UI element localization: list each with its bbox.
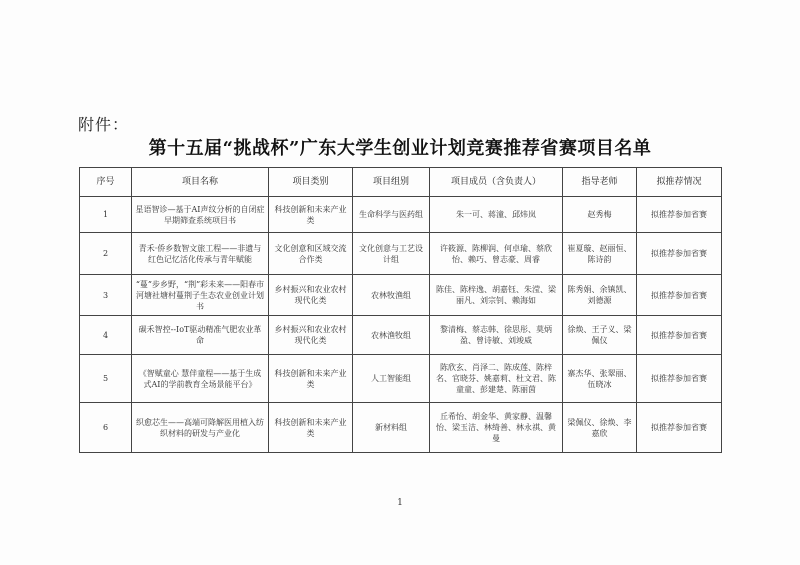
cell-group: 农林渔牧组 — [353, 316, 430, 355]
table-row — [80, 403, 722, 453]
cell-advisors: 徐焕、王子义、梁佩仪 — [563, 316, 637, 355]
column-header-members: 项目成员（含负责人） — [430, 168, 563, 197]
cell-members: 陈佳、陈梓逸、胡嘉钰、朱滢、梁丽凡、刘宗钊、赖海如 — [430, 275, 563, 316]
cell-members: 朱一可、蒋潼、邱炜岚 — [430, 197, 563, 233]
column-header-project-name: 项目名称 — [132, 168, 269, 197]
attachment-label: 附件： — [78, 115, 130, 134]
cell-number: 4 — [80, 316, 132, 355]
project-list-table — [79, 167, 722, 453]
column-header-group: 项目组别 — [353, 168, 430, 197]
cell-recommendation: 拟推荐参加省赛 — [637, 355, 722, 403]
cell-project-name: “蔓”步乡野，“荆”彩未来——阳春市河塘社塘村蔓荆子生态农业创业计划书 — [132, 275, 269, 316]
document-title: 第十五届“挑战杯”广东大学生创业计划竞赛推荐省赛项目名单 — [148, 138, 652, 159]
cell-members: 丘希怡、胡金华、黄家静、温馨怡、梁玉洁、林绮善、林永祺、黄曼 — [430, 403, 563, 453]
cell-group: 农林牧渔组 — [353, 275, 430, 316]
column-header-advisors: 指导老师 — [563, 168, 637, 197]
cell-advisors: 赵秀梅 — [563, 197, 637, 233]
cell-members: 许筱源、陈柳润、何卓瑜、蔡欣怡、赖巧、曾志豪、周睿 — [430, 233, 563, 275]
cell-members: 陈欣玄、肖泽二、陈成莲、陈梓名、官晓芬、姚嘉莉、杜文君、陈童童、彭建楚、陈丽茵 — [430, 355, 563, 403]
cell-category: 科技创新和未来产业类 — [269, 403, 353, 453]
cell-members: 黎清梅、蔡志韩、徐思彤、莫炳盈、曾诗敏、刘竣威 — [430, 316, 563, 355]
page-number: 1 — [397, 498, 403, 508]
table-header-row — [80, 168, 722, 197]
table-row — [80, 316, 722, 355]
cell-group: 新材料组 — [353, 403, 430, 453]
column-header-number: 序号 — [80, 168, 132, 197]
cell-project-name: 星语智诊—基于AI声纹分析的自闭症早期筛查系统项目书 — [132, 197, 269, 233]
cell-advisors: 寨杰华、张翠丽、伍晓冰 — [563, 355, 637, 403]
cell-project-name: 织愈芯生——高端可降解医用植入纺织材料的研发与产业化 — [132, 403, 269, 453]
cell-number: 3 — [80, 275, 132, 316]
cell-group: 人工智能组 — [353, 355, 430, 403]
cell-project-name: 《智赋童心 慧伴童程——基于生成式AI的学前教育全场景能平台》 — [132, 355, 269, 403]
table-row — [80, 233, 722, 275]
cell-number: 2 — [80, 233, 132, 275]
cell-recommendation: 拟推荐参加省赛 — [637, 233, 722, 275]
cell-category: 科技创新和未来产业类 — [269, 355, 353, 403]
cell-group: 生命科学与医药组 — [353, 197, 430, 233]
cell-number: 6 — [80, 403, 132, 453]
cell-advisors: 陈秀娟、余镇凯、刘德源 — [563, 275, 637, 316]
table-row — [80, 275, 722, 316]
cell-category: 乡村振兴和农业农村现代化类 — [269, 275, 353, 316]
cell-group: 文化创意与工艺设计组 — [353, 233, 430, 275]
cell-category: 文化创意和区域交流合作类 — [269, 233, 353, 275]
column-header-recommendation: 拟推荐情况 — [637, 168, 722, 197]
cell-recommendation: 拟推荐参加省赛 — [637, 316, 722, 355]
cell-recommendation: 拟推荐参加省赛 — [637, 275, 722, 316]
cell-recommendation: 拟推荐参加省赛 — [637, 403, 722, 453]
cell-category: 科技创新和未来产业类 — [269, 197, 353, 233]
cell-number: 5 — [80, 355, 132, 403]
cell-project-name: 青禾·侨乡数智文旅工程——非遗与红色记忆活化传承与青年赋能 — [132, 233, 269, 275]
cell-category: 乡村振兴和农业农村现代化类 — [269, 316, 353, 355]
table-row — [80, 197, 722, 233]
column-header-category: 项目类别 — [269, 168, 353, 197]
table-row — [80, 355, 722, 403]
cell-advisors: 崔夏璇、赵丽恒、陈诗韵 — [563, 233, 637, 275]
cell-number: 1 — [80, 197, 132, 233]
cell-recommendation: 拟推荐参加省赛 — [637, 197, 722, 233]
cell-advisors: 梁佩仪、徐焕、李嘉欣 — [563, 403, 637, 453]
cell-project-name: 碳禾智控--IoT驱动精准气肥农业革命 — [132, 316, 269, 355]
